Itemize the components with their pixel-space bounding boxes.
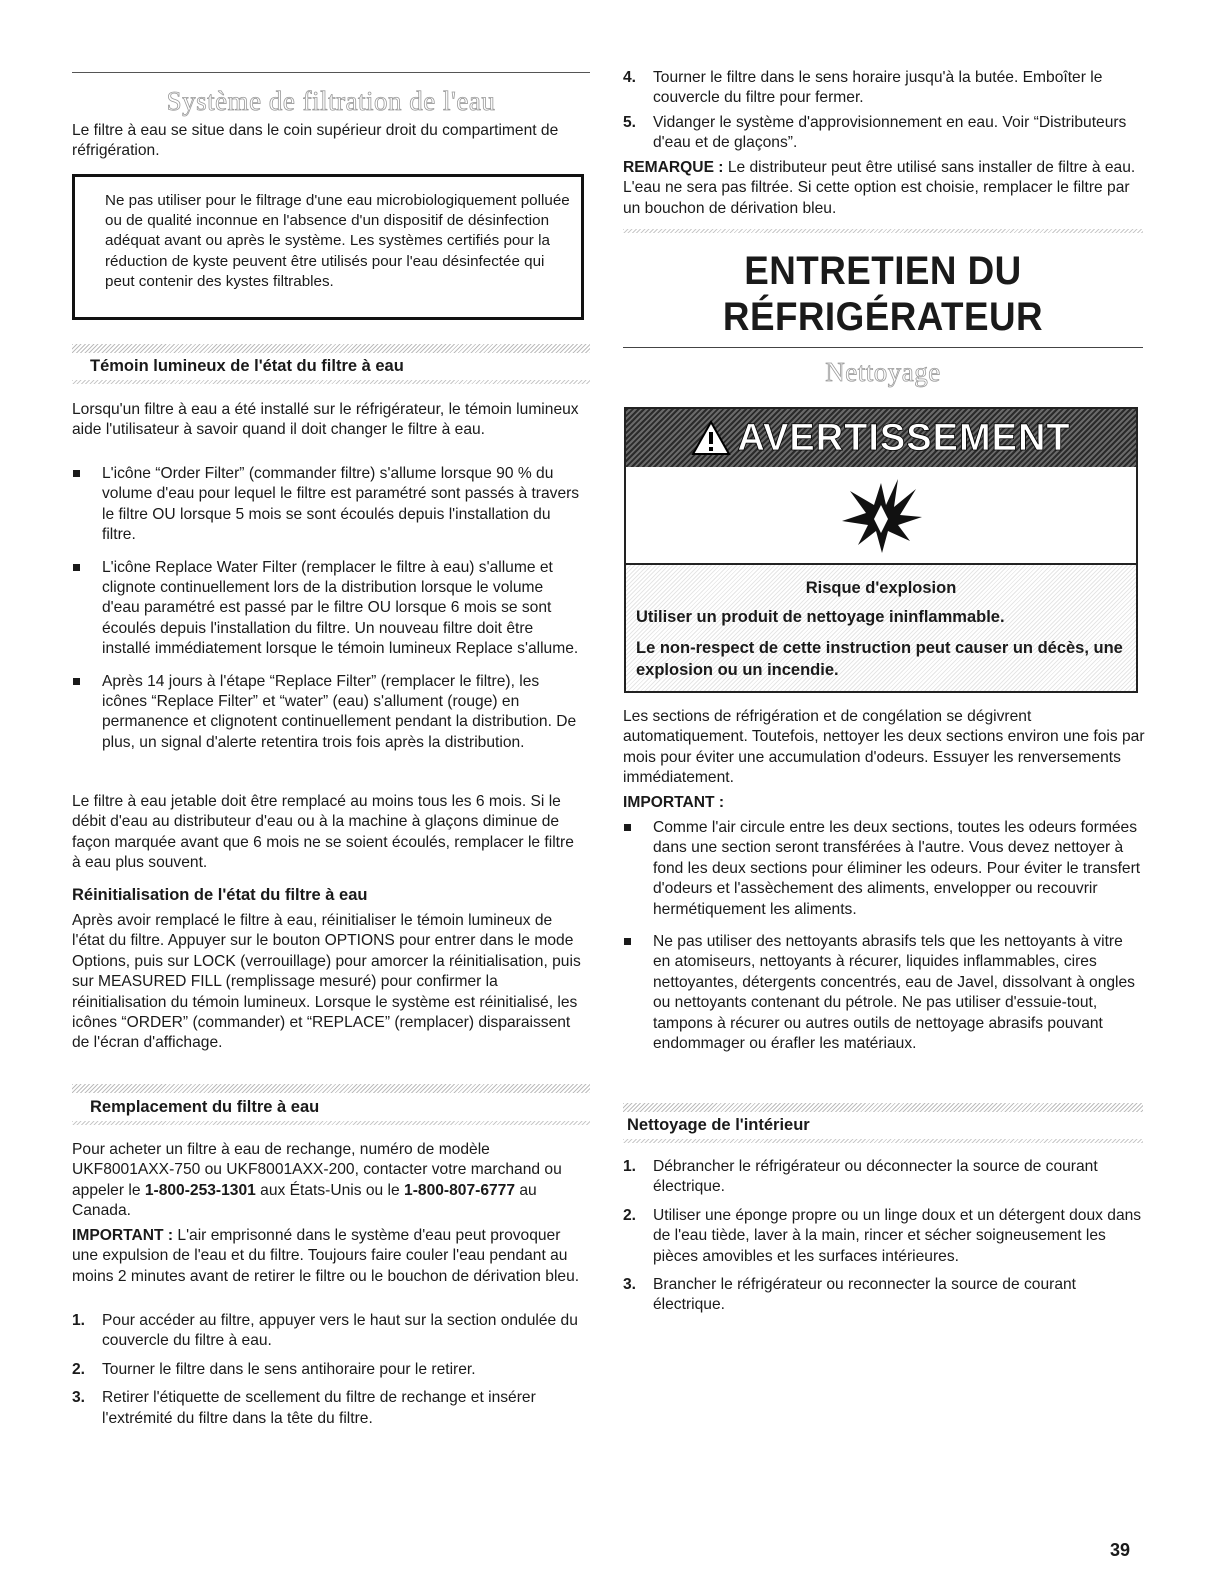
warning-line2: Le non-respect de cette instruction peut causer un décès, une explosion ou un incendie. (636, 639, 1123, 679)
notice-text: Ne pas utiliser pour le filtrage d'une eau microbiologiquement polluée ou de qualité inconnue en l'absence d'un dispositif de désinfection adéquat avant ou après le système. Les systèmes certifiés pour la réduction de kyste peuvent être utilisés pour l'eau désinfectée qui peut contenir des kystes filtrables. (105, 192, 570, 290)
heading-reset: Réinitialisation de l'état du filtre à eau (72, 886, 368, 904)
title-rule (623, 347, 1143, 348)
section-title-cleaning: Nettoyage (825, 357, 941, 387)
status-light-bullets (72, 464, 584, 753)
explosion-symbol-area (626, 467, 1136, 563)
remarque-text: Le distributeur peut être utilisé sans installer de filtre à eau. L'eau ne sera pas filtrée. Si cette option est choisie, remplacer le filtre par un bouchon de dérivation bleu. (623, 159, 1136, 217)
explosion-icon (836, 475, 926, 555)
warning-banner-text: AVERTISSEMENT (737, 416, 1071, 459)
list-item (623, 113, 1143, 154)
step-text: Pour accéder au filtre, appuyer vers le haut sur la section ondulée du couvercle du filtre à eau. (102, 1312, 578, 1350)
replace-important (72, 1226, 586, 1287)
replace-text-part: Pour acheter un filtre à eau de rechange, numéro de modèle UKF8001AXX-750 ou UKF8001AXX-200, contacter votre marchand ou appeler le (72, 1141, 562, 1199)
reset-text: Après avoir remplacé le filtre à eau, réinitialiser le témoin lumineux de l'état du filtre. Appuyer sur le bouton OPTIONS pour entrer dans le mode Options, puis sur LOCK (verrouillage) pour amorcer la réinitialisation, puis sur MEASURED FILL (remplissage mesuré) pour confirmer la réinitialisation du témoin lumineux. Lorsque le système est réinitialisé, les icônes “ORDER” (commander) et “REPLACE” (remplacer) disparaissent de l'écran d'affichage. (72, 912, 581, 1052)
main-title (623, 248, 1143, 340)
replace-text-part: au Canada. (72, 1181, 537, 1220)
step-number: 1. (623, 1158, 637, 1175)
step-number: 2. (623, 1206, 637, 1224)
step-text: Vidanger le système d'approvisionnement en eau. Voir “Distributeurs d'eau et de glaçons”. (653, 113, 1127, 152)
top-rule (72, 72, 590, 73)
list-item: Après 14 jours à l'étape “Replace Filter” (remplacer le filtre), les icônes “Replace Filter” et “water” (eau) s'allument (rouge) en permanence et clignotent continuellement pendant la distribution. De plus, un signal d'alerte retentira trois fois après la distribution. (72, 672, 584, 754)
list-item (72, 1360, 584, 1380)
replace-text-part: aux États-Unis ou le (255, 1181, 405, 1199)
subhead-hatch (72, 1084, 590, 1093)
notice-box (72, 174, 584, 320)
warning-triangle-icon (691, 420, 731, 456)
phone-canada: 1-800-807-6777 (404, 1181, 516, 1199)
replace-text (72, 1140, 586, 1222)
warning-box (624, 407, 1138, 693)
subhead-hatch (623, 1103, 1143, 1112)
step-number: 2. (72, 1360, 86, 1378)
interior-steps (623, 1157, 1143, 1316)
list-item: L'icône “Order Filter” (commander filtre) s'allume lorsque 90 % du volume d'eau pour lequel le filtre est paramétré sont passés à travers le filtre OU lorsque 5 mois se sont écoulés depuis l'installation du filtre. (72, 464, 584, 546)
separator-hatch (623, 229, 1143, 233)
warning-body (626, 565, 1136, 691)
step-number: 5. (623, 113, 637, 131)
phone-us: 1-800-253-1301 (144, 1181, 256, 1199)
step-text: Brancher le réfrigérateur ou reconnecter la source de courant électrique. (653, 1276, 1076, 1314)
step-number: 1. (72, 1312, 86, 1329)
step-text: Tourner le filtre dans le sens horaire jusqu'à la butée. Emboîter le couvercle du filtre pour fermer. (653, 69, 1103, 107)
section-title-water-filtration: Système de filtration de l'eau (166, 86, 496, 116)
defrost-text: Les sections de réfrigération et de congélation se dégivrent automatiquement. Toutefois, nettoyer les deux sections environ une fois par mois pour éviter une accumulation d'odeurs. Essuyer les renversements immédiatement. (623, 708, 1145, 787)
warning-risk: Risque d'explosion (805, 579, 957, 597)
subhead-underline (623, 1139, 1143, 1143)
step-text: Utiliser une éponge propre ou un linge doux et un détergent doux dans de l'eau tiède, laver à la main, rincer et sécher soigneusement les pièces amovibles et les surfaces intérieures. (653, 1206, 1142, 1265)
step-number: 4. (623, 69, 637, 86)
subhead-underline (72, 1121, 590, 1125)
step-text: Retirer l'étiquette de scellement du filtre de rechange et insérer l'extrémité du filtre dans la tête du filtre. (102, 1389, 536, 1427)
heading-status-light: Témoin lumineux de l'état du filtre à eau (90, 357, 404, 375)
replace-steps (72, 1311, 584, 1429)
main-title-line1: ENTRETIEN DU (744, 249, 1022, 293)
remarque-label: REMARQUE : (623, 159, 724, 176)
page-number: 39 (1110, 1540, 1131, 1560)
filter-intro: Le filtre à eau se situe dans le coin supérieur droit du compartiment de réfrigération. (72, 122, 559, 160)
cleaning-bullets (623, 818, 1143, 1054)
important-label: IMPORTANT : (72, 1227, 174, 1244)
replace-steps-continued (623, 68, 1143, 154)
status-light-intro: Lorsqu'un filtre à eau a été installé sur le réfrigérateur, le témoin lumineux aide l'utilisateur à savoir quand il doit changer le filtre à eau. (72, 401, 579, 439)
step-number: 3. (623, 1276, 637, 1294)
main-title-line2: RÉFRIGÉRATEUR (722, 295, 1044, 339)
list-item (72, 1388, 584, 1429)
warning-banner (626, 409, 1136, 467)
filter-replace-interval: Le filtre à eau jetable doit être remplacé au moins tous les 6 mois. Si le débit d'eau au distributeur d'eau ou à la machine à glaçons diminue de façon marquée avant que 6 mois ne se soient écoulés, remplacer le filtre à eau plus souvent. (72, 793, 574, 872)
list-item (623, 1157, 1143, 1198)
important-label: IMPORTANT : (623, 794, 725, 811)
subhead-underline (72, 380, 590, 384)
heading-replace: Remplacement du filtre à eau (90, 1098, 320, 1116)
important-text: L'air emprisonné dans le système d'eau peut provoquer une expulsion de l'eau et du filtre. Toujours faire couler l'eau pendant au moins 2 minutes avant de retirer le filtre ou le bouchon de dérivation bleu. (72, 1227, 580, 1285)
step-text: Débrancher le réfrigérateur ou déconnecter la source de courant électrique. (653, 1158, 1098, 1196)
list-item (623, 68, 1143, 109)
list-item: Ne pas utiliser des nettoyants abrasifs tels que les nettoyants à vitre en atomiseurs, nettoyants à récurer, liquides inflammables, cires nettoyantes, détergents concentrés, eau de Javel, dissolvant à ongles ou nettoyants contenant du pétrole. Ne pas utiliser d'essuie-tout, tampons à récurer ou autres outils de nettoyage abrasifs pouvant endommager ou érafler les matériaux. (623, 932, 1143, 1054)
step-text: Tourner le filtre dans le sens antihoraire pour le retirer. (102, 1360, 476, 1378)
list-item (623, 1275, 1143, 1316)
subhead-hatch (72, 344, 590, 353)
remarque (623, 158, 1145, 219)
warning-line1: Utiliser un produit de nettoyage ininflammable. (636, 608, 1005, 626)
list-item: L'icône Replace Water Filter (remplacer le filtre à eau) s'allume et clignote continuellement lors de la distribution lorsque le volume d'eau paramétré est passé par le filtre OU lorsque 6 mois se sont écoulés depuis l'installation du filtre. Un nouveau filtre doit être installé immédiatement lorsque le témoin lumineux Replace s'allume. (72, 558, 584, 660)
list-item (72, 1311, 584, 1352)
heading-interior: Nettoyage de l'intérieur (627, 1116, 810, 1134)
list-item: Comme l'air circule entre les deux sections, toutes les odeurs formées dans une section seront transférées à l'autre. Vous devez nettoyer à fond les deux sections pour éliminer les odeurs. Pour éviter le transfert d'odeurs et l'assèchement des aliments, envelopper ou recouvrir hermétiquement les aliments. (623, 818, 1143, 920)
list-item (623, 1206, 1143, 1267)
step-number: 3. (72, 1389, 86, 1407)
